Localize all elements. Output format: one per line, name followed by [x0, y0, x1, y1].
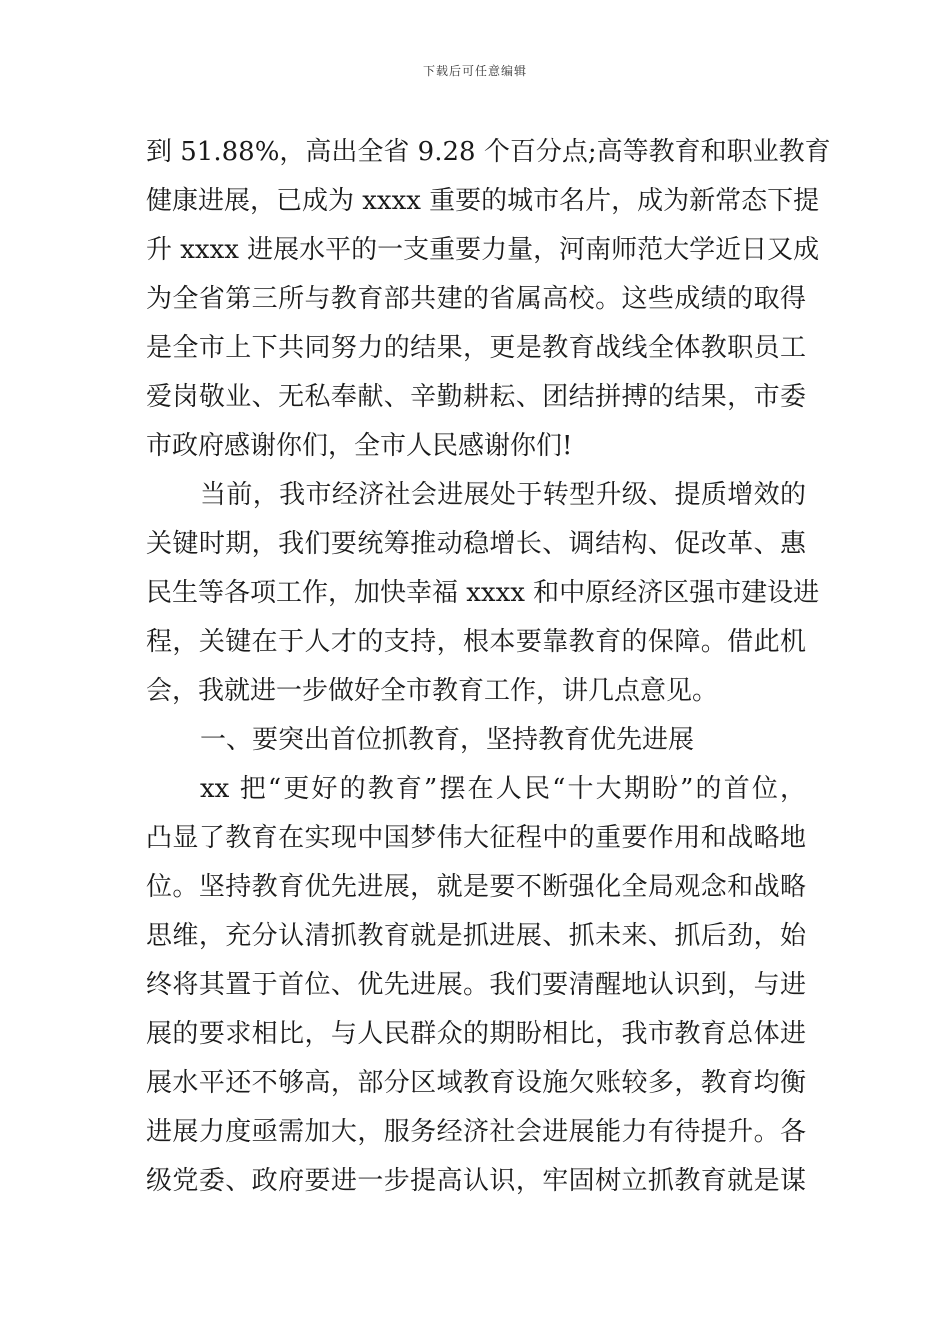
text-line: 展的要求相比，与人民群众的期盼相比，我市教育总体进 [146, 1019, 806, 1049]
text-line: 程，关键在于人才的支持，根本要靠教育的保障。借此机 [146, 627, 806, 657]
text-line: 市政府感谢你们，全市人民感谢你们! [146, 431, 573, 461]
heading-line: 一、要突出首位抓教育，坚持教育优先进展 [200, 725, 695, 755]
page-header: 下载后可任意编辑 [422, 64, 527, 78]
document-body [146, 128, 831, 1206]
text-line: 凸显了教育在实现中国梦伟大征程中的重要作用和战略地 [146, 823, 806, 853]
text-line: 是全市上下共同努力的结果，更是教育战线全体教职员工 [146, 333, 806, 363]
text-line: 位。坚持教育优先进展，就是要不断强化全局观念和战略 [146, 872, 806, 902]
text-line: 当前，我市经济社会进展处于转型升级、提质增效的 [200, 480, 806, 510]
text-line: 展水平还不够高，部分区域教育设施欠账较多，教育均衡 [146, 1068, 806, 1098]
text-line: 思维，充分认清抓教育就是抓进展、抓未来、抓后劲，始 [146, 921, 806, 951]
text-line: 升 xxxx 进展水平的一支重要力量，河南师范大学近日又成 [146, 235, 820, 265]
paragraph-2 [146, 471, 820, 716]
text-line: 会，我就进一步做好全市教育工作，讲几点意见。 [146, 676, 719, 706]
paragraph-1 [146, 128, 831, 471]
text-line: 终将其置于首位、优先进展。我们要清醒地认识到，与进 [146, 970, 806, 1000]
paragraph-3 [146, 765, 806, 1206]
text-line: 关键时期，我们要统筹推动稳增长、调结构、促改革、惠 [146, 529, 806, 559]
text-line: 进展力度亟需加大，服务经济社会进展能力有待提升。各 [146, 1117, 806, 1147]
text-line: 到 51.88%，高出全省 9.28 个百分点;高等教育和职业教育 [146, 137, 831, 167]
text-line: 级党委、政府要进一步提高认识，牢固树立抓教育就是谋 [146, 1166, 806, 1196]
text-line: xx 把“更好的教育”摆在人民“十大期盼”的首位， [200, 774, 806, 804]
text-line: 为全省第三所与教育部共建的省属高校。这些成绩的取得 [146, 284, 806, 314]
text-line: 爱岗敬业、无私奉献、辛勤耕耘、团结拼搏的结果，市委 [146, 382, 806, 412]
text-line: 民生等各项工作，加快幸福 xxxx 和中原经济区强市建设进 [146, 578, 820, 608]
text-line: 健康进展，已成为 xxxx 重要的城市名片，成为新常态下提 [146, 186, 820, 216]
section-heading [146, 716, 806, 765]
